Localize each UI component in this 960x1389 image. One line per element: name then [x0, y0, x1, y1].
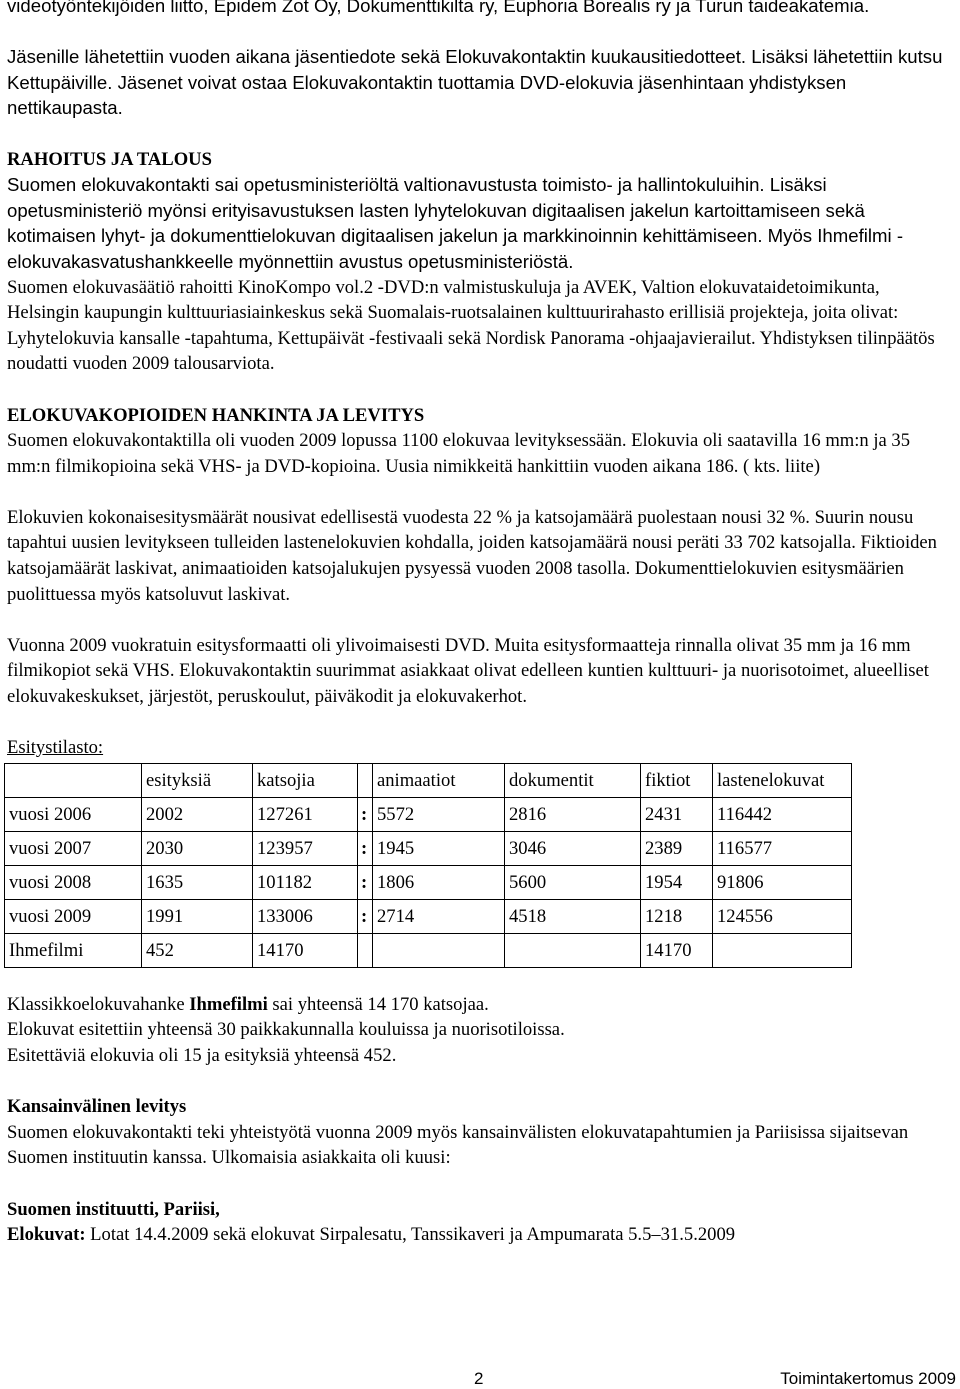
table-cell: :: [358, 899, 373, 933]
table-cell: vuosi 2007: [5, 831, 142, 865]
table-cell: 5600: [505, 865, 641, 899]
footer-title: Toimintakertomus 2009: [780, 1369, 956, 1388]
table-header-cell: katsojia: [253, 763, 358, 797]
intro-paragraph-1: videotyöntekijöiden liitto, Epidem Zot Oy, Dokumenttikilta ry, Euphoria Borealis ry ja Turun taideakatemia.: [7, 0, 870, 16]
section-heading-kopiot: ELOKUVAKOPIOIDEN HANKINTA JA LEVITYS: [7, 404, 425, 426]
kopiot-paragraph-1: Suomen elokuvakontaktilla oli vuoden 2009 lopussa 1100 elokuvaa levityksessään. Elokuvia oli saatavilla 16 mm:n ja 35 mm:n filmikopioina sekä VHS- ja DVD-kopioina. Uusia nimikkeitä hankittiin vuoden aikana 186. ( kts. liite): [7, 430, 911, 477]
table-cell: vuosi 2008: [5, 865, 142, 899]
table-header-cell: dokumentit: [505, 763, 641, 797]
table-cell: 2816: [505, 797, 641, 831]
table-cell: 452: [142, 933, 253, 967]
esitystilasto-table: [4, 763, 852, 968]
table-row: [5, 797, 852, 831]
table-cell: 1635: [142, 865, 253, 899]
table-cell: 14170: [253, 933, 358, 967]
table-cell: :: [358, 797, 373, 831]
ihmefilmi-line-1-pre: Klassikkoelokuvahanke: [7, 993, 190, 1015]
page-number: 2: [474, 1369, 484, 1388]
section-heading-rahoitus: RAHOITUS JA TALOUS: [7, 148, 212, 170]
table-cell: :: [358, 831, 373, 865]
table-row: [5, 933, 852, 967]
ihmefilmi-line-1-post: sai yhteensä 14 170 katsojaa.: [267, 993, 489, 1015]
table-header-cell: fiktiot: [641, 763, 713, 797]
table-cell: 91806: [713, 865, 852, 899]
table-cell: 14170: [641, 933, 713, 967]
elokuvat-label: Elokuvat:: [7, 1224, 86, 1246]
table-cell: 123957: [253, 831, 358, 865]
table-header-cell: animaatiot: [373, 763, 505, 797]
table-cell: 116442: [713, 797, 852, 831]
table-cell: 1806: [373, 865, 505, 899]
esitystilasto-label: Esitystilasto:: [7, 737, 104, 759]
table-row: [5, 899, 852, 933]
table-row: [5, 865, 852, 899]
table-cell: [713, 933, 852, 967]
table-cell: 127261: [253, 797, 358, 831]
table-row: [5, 831, 852, 865]
kopiot-paragraph-3: Vuonna 2009 vuokratuin esitysformaatti oli ylivoimaisesti DVD. Muita esitysformaatteja rinnalla olivat 35 mm ja 16 mm filmikopiot sekä VHS. Elokuvakontaktin suurimmat asiakkaat olivat edelleen kuntien kulttuuri- ja nuorisotoimet, alueelliset elokuvakeskukset, järjestöt, peruskoulut, päiväkodit ja elokuvakerhot.: [7, 634, 929, 708]
intro-paragraph-2: Jäsenille lähetettiin vuoden aikana jäsentiedote sekä Elokuvakontaktin kuukausitiedotteet. Lisäksi lähetettiin kutsu Kettupäiville. Jäsenet voivat ostaa Elokuvakontaktin tuottamia DVD-elokuvia jäsenhintaan yhdistyksen nettikaupasta.: [7, 46, 943, 119]
table-cell: 2714: [373, 899, 505, 933]
table-cell: vuosi 2009: [5, 899, 142, 933]
instituutti-heading: Suomen instituutti, Pariisi,: [7, 1198, 220, 1220]
table-cell: 116577: [713, 831, 852, 865]
table-cell: 124556: [713, 899, 852, 933]
ihmefilmi-bold-name: Ihmefilmi: [189, 993, 268, 1015]
table-cell: [358, 933, 373, 967]
table-cell: 4518: [505, 899, 641, 933]
table-cell: 2002: [142, 797, 253, 831]
table-cell: 5572: [373, 797, 505, 831]
ihmefilmi-line-2: Elokuvat esitettiin yhteensä 30 paikkakunnalla kouluissa ja nuorisotiloissa.: [7, 1019, 565, 1041]
table-header-cell: [358, 763, 373, 797]
table-cell: :: [358, 865, 373, 899]
document-page: [7, 0, 953, 1248]
table-cell: 133006: [253, 899, 358, 933]
table-cell: [505, 933, 641, 967]
table-cell: 2389: [641, 831, 713, 865]
page-footer: [0, 1367, 960, 1389]
table-cell: 2431: [641, 797, 713, 831]
table-cell: 3046: [505, 831, 641, 865]
table-cell: 101182: [253, 865, 358, 899]
table-cell: Ihmefilmi: [5, 933, 142, 967]
table-cell: 1945: [373, 831, 505, 865]
table-header-cell: esityksiä: [142, 763, 253, 797]
ihmefilmi-line-3: Esitettäviä elokuvia oli 15 ja esityksiä yhteensä 452.: [7, 1045, 397, 1066]
rahoitus-paragraph-serif: Suomen elokuvasäätiö rahoitti KinoKompo vol.2 -DVD:n valmistuskuluja ja AVEK, Valtion elokuvataidetoimikunta, Helsingin kaupungin kulttuuriasiainkeskus sekä Suomalais-ruotsalainen kulttuurirahasto erillisiä projekteja, joita olivat: Lyhytelokuvia kansalle -tapahtuma, Kettupäivät -festivaali sekä Nordisk Panorama -ohjaajavierailut. Yhdistyksen tilinpäätös noudatti vuoden 2009 talousarviota.: [7, 276, 935, 375]
rahoitus-paragraph-sans: Suomen elokuvakontakti sai opetusministeriöltä valtionavustusta toimisto- ja hallintokuluihin. Lisäksi opetusministeriö myönsi erityisavustuksen lasten lyhytelokuvan digitaalisen jakelun kartoittamiseen sekä kotimaisen lyhyt- ja dokumenttielokuvan digitaalisen jakelun ja markkinoinnin kehittämiseen. Myös Ihmefilmi -elokuvakasvatushankkeelle myönnettiin avustus opetusministeriöstä.: [7, 174, 904, 272]
table-header-cell: [5, 763, 142, 797]
table-header-row: [5, 763, 852, 797]
table-cell: [373, 933, 505, 967]
table-cell: 2030: [142, 831, 253, 865]
table-cell: 1954: [641, 865, 713, 899]
kopiot-paragraph-2: Elokuvien kokonaisesitysmäärät nousivat edellisestä vuodesta 22 % ja katsojamäärä puolestaan nousi 32 %. Suurin nousu tapahtui uusien levitykseen tulleiden lastenelokuvien kohdalla, joiden katsojamäärä nousi peräti 33 702 katsojalla. Fiktioiden katsojamäärät laskivat, animaatioiden katsojalukujen pysyessä vuoden 2008 tasolla. Dokumenttielokuvien esitysmäärien puolittuessa myös katsoluvut laskivat.: [7, 506, 937, 605]
elokuvat-line: [7, 1222, 953, 1248]
ihmefilmi-line-1: [7, 992, 953, 1018]
table-header-cell: lastenelokuvat: [713, 763, 852, 797]
section-heading-kansainvalinen: Kansainvälinen levitys: [7, 1096, 187, 1118]
table-cell: vuosi 2006: [5, 797, 142, 831]
elokuvat-text: Lotat 14.4.2009 sekä elokuvat Sirpalesatu, Tanssikaveri ja Ampumarata 5.5–31.5.2009: [85, 1224, 736, 1246]
table-cell: 1218: [641, 899, 713, 933]
table-cell: 1991: [142, 899, 253, 933]
kansainvalinen-paragraph: Suomen elokuvakontakti teki yhteistyötä vuonna 2009 myös kansainvälisten elokuvatapahtumien ja Pariisissa sijaitsevan Suomen instituutin kanssa. Ulkomaisia asiakkaita oli kuusi:: [7, 1121, 909, 1169]
